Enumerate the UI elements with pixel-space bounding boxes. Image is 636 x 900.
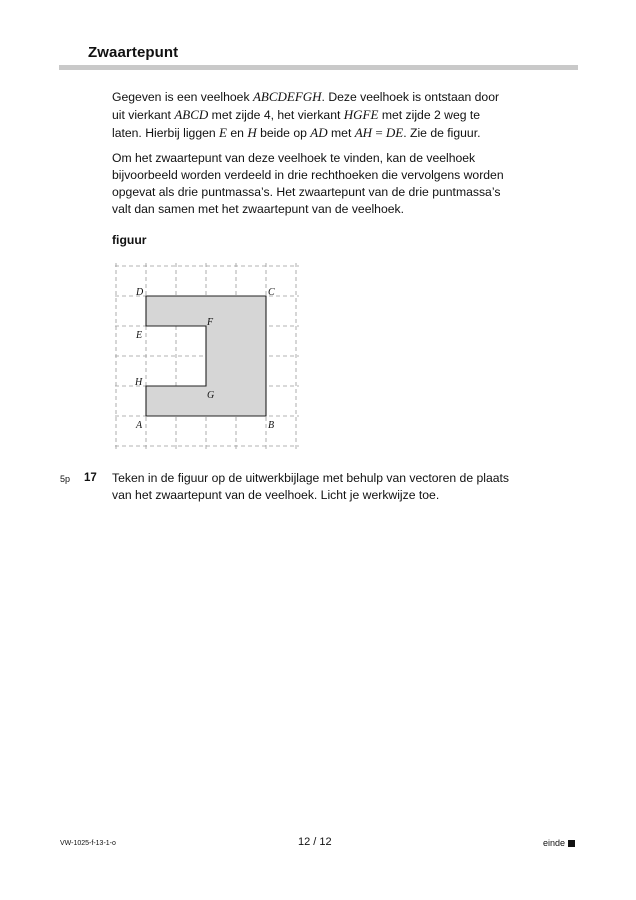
intro-p2-line: bijvoorbeeld worden verdeeld in drie rechthoeken die vervolgens worden [112, 168, 504, 182]
text-run: Gegeven is een veelhoek [112, 90, 253, 104]
label-point-f: F [207, 317, 214, 328]
question-text [112, 470, 572, 504]
text-run: uit vierkant [112, 108, 175, 122]
footer-page-number: 12 / 12 [298, 836, 332, 848]
math-equals: = [372, 125, 386, 140]
text-run: . Zie de figuur. [403, 126, 481, 140]
intro-line-3 [112, 124, 572, 142]
math-segment-de: DE [385, 125, 404, 140]
intro-line-1 [112, 88, 572, 106]
text-run: beide op [256, 126, 311, 140]
question-line: Teken in de figuur op de uitwerkbijlage met behulp van vectoren de plaats [112, 471, 510, 485]
math-square-hgfe: HGFE [343, 107, 379, 122]
section-title: Zwaartepunt [88, 44, 179, 61]
question-points: 5p [60, 474, 71, 484]
math-segment-ad: AD [310, 125, 328, 140]
question-number: 17 [84, 472, 97, 484]
intro-p2-line: opgevat als drie puntmassa’s. Het zwaartepunt van de drie puntmassa’s [112, 185, 501, 199]
label-point-h: H [135, 377, 143, 388]
intro-paragraph-1 [112, 88, 572, 142]
footer-end-label: einde [543, 838, 566, 848]
text-run: laten. Hierbij liggen [112, 126, 220, 140]
label-point-g: G [207, 390, 215, 401]
text-run: met zijde 2 weg te [378, 108, 481, 122]
end-square-icon [568, 840, 575, 847]
question-line: van het zwaartepunt van de veelhoek. Licht je werkwijze toe. [112, 488, 440, 502]
text-run: en [227, 126, 248, 140]
label-point-c: C [268, 287, 275, 298]
label-point-b: B [268, 420, 275, 431]
footer-exam-code: VW-1025-f-13-1-o [60, 840, 116, 847]
intro-p2-line: valt dan samen met het zwaartepunt van de veelhoek. [112, 202, 405, 216]
figure-label: figuur [112, 233, 147, 247]
label-point-e: E [136, 330, 143, 341]
intro-line-2 [112, 106, 572, 124]
intro-paragraph-2 [112, 150, 572, 218]
label-point-d: D [136, 287, 144, 298]
title-underline [59, 65, 578, 70]
label-point-a: A [136, 420, 143, 431]
math-point-e: E [219, 125, 227, 140]
math-polygon-name: ABCDEFGH [252, 89, 322, 104]
text-run: met [327, 126, 355, 140]
footer-end-marker [543, 838, 575, 848]
intro-p2-line: Om het zwaartepunt van deze veelhoek te vinden, kan de veelhoek [112, 151, 476, 165]
text-run: met zijde 4, het vierkant [208, 108, 344, 122]
math-segment-ah: AH [354, 125, 373, 140]
math-square-abcd: ABCD [174, 107, 209, 122]
math-point-h: H [247, 125, 257, 140]
polygon-figure [110, 258, 306, 458]
text-run: . Deze veelhoek is ontstaan door [321, 90, 500, 104]
